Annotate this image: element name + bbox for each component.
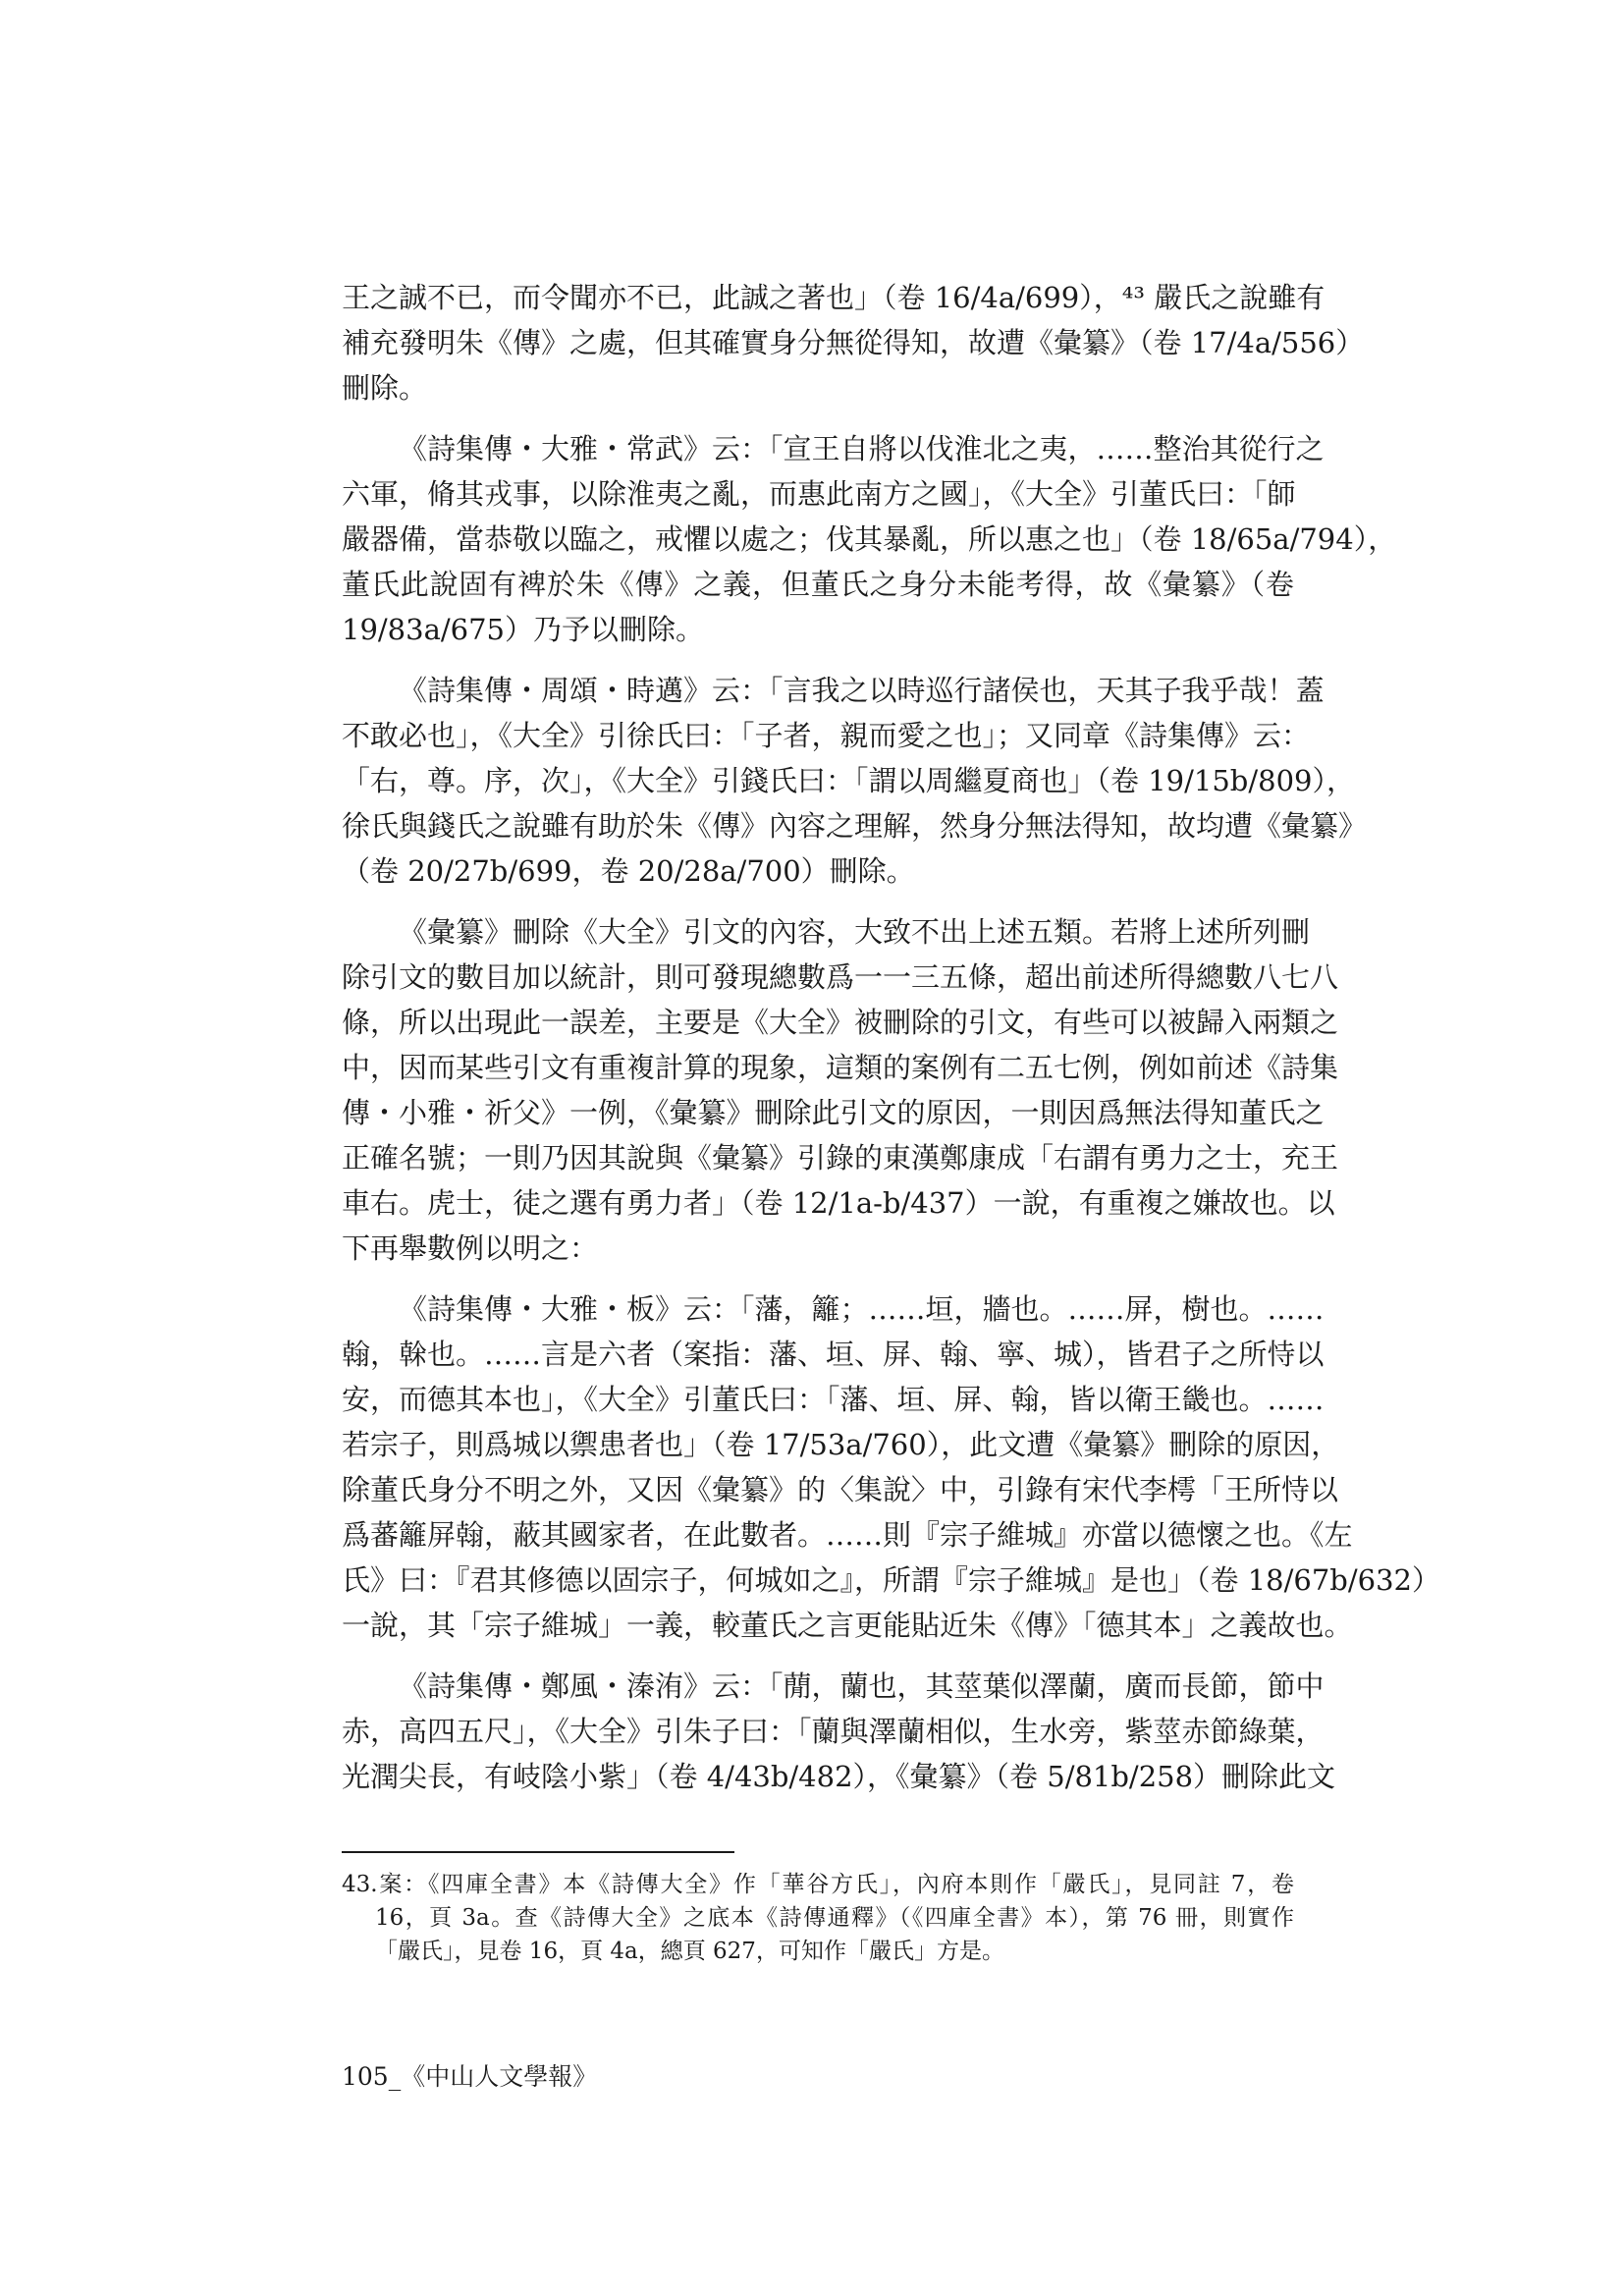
footnote-line: 「嚴氏」，見卷 16，頁 4a，總頁 627，可知作「嚴氏」方是。 (375, 1939, 1004, 1964)
text-line: 不敢必也」，《大全》引徐氏曰：「子者，親而愛之也」；又同章《詩集傳》云： (342, 719, 1311, 752)
text-line: 傳・小雅・祈父》一例，《彙纂》刪除此引文的原因，一則因爲無法得知董氏之 (342, 1096, 1325, 1129)
text-line: 徐氏與錢氏之說雖有助於朱《傳》內容之理解，然身分無法得知，故均遭《彙纂》 (342, 809, 1368, 843)
text-line: （卷 20/27b/699，卷 20/28a/700）刪除。 (342, 854, 915, 888)
text-line: 下再舉數例以明之： (342, 1231, 599, 1265)
text-line: 赤，高四五尺」，《大全》引朱子曰：「蘭與澤蘭相似，生水旁，紫莖赤節綠葉， (342, 1715, 1325, 1748)
text-line: 《詩集傳・鄭風・溱洧》云：「蕑，蘭也，其莖葉似澤蘭，廣而長節，節中 (399, 1669, 1325, 1703)
text-line: 除董氏身分不明之外，又因《彙纂》的〈集說〉中，引錄有宋代李樗「王所恃以 (342, 1473, 1339, 1506)
text-line: 董氏此說固有裨於朱《傳》之義，但董氏之身分未能考得，故《彙纂》（卷 (342, 568, 1294, 601)
text-line: 車右。虎士，徒之選有勇力者」（卷 12/1a-b/437）一說，有重複之嫌故也。以 (342, 1186, 1335, 1220)
text-line: 《詩集傳・大雅・板》云：「藩，籬；……垣，牆也。……屏，樹也。…… (399, 1292, 1325, 1326)
text-line: 正確名號；一則乃因其說與《彙纂》引錄的東漢鄭康成「右謂有勇力之士，充王 (342, 1141, 1339, 1175)
text-line: 《彙纂》刪除《大全》引文的內容，大致不出上述五類。若將上述所列刪 (399, 915, 1311, 949)
text-line: 氏》曰：『君其修德以固宗子，何城如之』，所謂『宗子維城』是也」（卷 18/67b/632） (342, 1563, 1440, 1597)
text-line: 六軍，脩其戎事，以除淮夷之亂，而惠此南方之國」，《大全》引董氏曰：「師 (342, 477, 1296, 511)
text-line: 除引文的數目加以統計，則可發現總數爲一一三五條，超出前述所得總數八七八 (342, 960, 1339, 994)
body-text (342, 275, 1440, 1799)
text-line: 翰，榦也。……言是六者（案指：藩、垣、屏、翰、寧、城），皆君子之所恃以 (342, 1338, 1325, 1371)
text-line: 刪除。 (342, 371, 428, 405)
text-line: 《詩集傳・大雅・常武》云：「宣王自將以伐淮北之夷，……整治其從行之 (399, 432, 1325, 465)
footnote-line: 43.案：《四庫全書》本《詩傳大全》作「華谷方氏」，內府本則作「嚴氏」，見同註 7，卷 (342, 1872, 1294, 1897)
text-line: 一說，其「宗子維城」一義，較董氏之言更能貼近朱《傳》「德其本」之義故也。 (342, 1609, 1353, 1642)
text-line: 《詩集傳・周頌・時邁》云：「言我之以時巡行諸侯也，天其子我乎哉！蓋 (399, 674, 1325, 707)
text-line: 中，因而某些引文有重複計算的現象，這類的案例有二五七例，例如前述《詩集 (342, 1051, 1339, 1084)
footnote-rule (342, 1851, 734, 1853)
text-line: 光潤尖長，有岐陰小紫」（卷 4/43b/482），《彙纂》（卷 5/81b/258）刪除此文 (342, 1760, 1336, 1793)
text-line: 爲蕃籬屏翰，蔽其國家者，在此數者。……則『宗子維城』亦當以德懷之也。《左 (342, 1518, 1353, 1552)
text-line: 條，所以出現此一誤差，主要是《大全》被刪除的引文，有些可以被歸入兩類之 (342, 1006, 1339, 1039)
text-line: 19/83a/675）乃予以刪除。 (342, 613, 704, 646)
text-line: 安，而德其本也」，《大全》引董氏曰：「藩、垣、屏、翰，皆以衛王畿也。…… (342, 1383, 1325, 1416)
footnote-block (342, 1868, 1294, 1968)
text-line: 王之誠不已，而令聞亦不已，此誠之著也」（卷 16/4a/699），⁴³ 嚴氏之說雖有 (342, 281, 1325, 314)
text-line: 補充發明朱《傳》之處，但其確實身分無從得知，故遭《彙纂》（卷 17/4a/556） (342, 326, 1365, 359)
text-line: 「右，尊。序，次」，《大全》引錢氏曰：「謂以周繼夏商也」（卷 19/15b/809）， (342, 764, 1355, 797)
text-line: 若宗子，則爲城以禦患者也」（卷 17/53a/760），此文遭《彙纂》刪除的原因， (342, 1428, 1340, 1461)
footnote-line: 16，頁 3a。查《詩傳大全》之底本《詩傳通釋》（《四庫全書》本），第 76 冊，則實作 (375, 1905, 1294, 1931)
page-folio: 105_《中山人文學報》 (342, 2062, 598, 2091)
text-line: 嚴器備，當恭敬以臨之，戒懼以處之；伐其暴亂，所以惠之也」（卷 18/65a/794）， (342, 522, 1397, 556)
